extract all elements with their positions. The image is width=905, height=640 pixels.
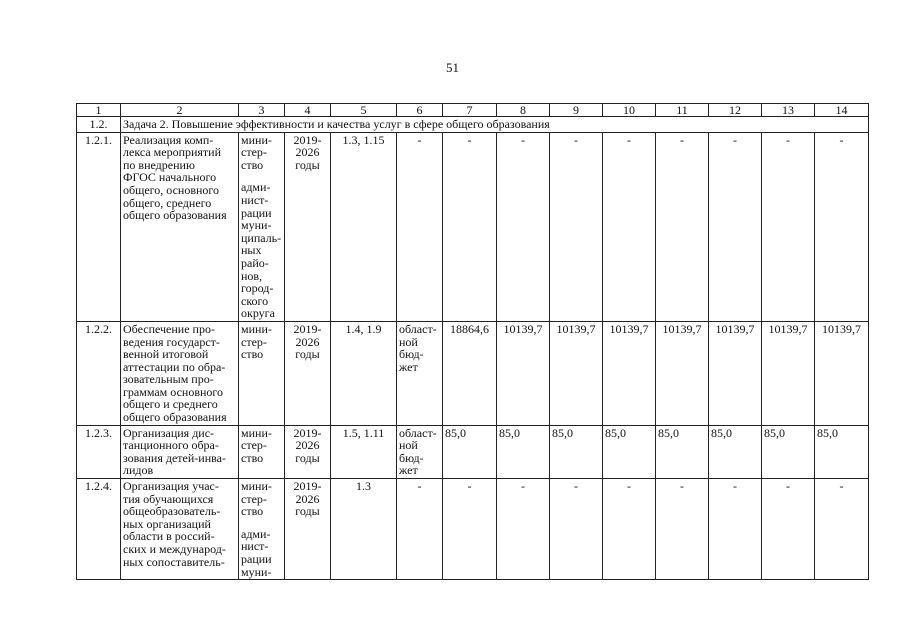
period: [285, 321, 331, 425]
measure-name-line: граммам основного: [123, 384, 224, 399]
column-number-header: 3: [239, 104, 285, 117]
measure-name-line: общего, основного: [123, 182, 220, 197]
measure-name-line: тия обучающихся: [123, 491, 214, 506]
funding-source-line: бюд-: [399, 347, 424, 362]
measure-name: [121, 479, 239, 580]
executor-line: ных: [241, 243, 262, 258]
funding-value: -: [815, 132, 869, 321]
indicators: 1.3, 1.15: [331, 132, 397, 321]
period: [285, 479, 331, 580]
funding-source-line: ной: [399, 334, 418, 349]
period-line: 2019-: [293, 321, 322, 336]
period-line: 2026: [295, 438, 320, 453]
indicators: 1.5, 1.11: [331, 425, 397, 478]
measure-name-line: Реализация комп-: [123, 132, 214, 147]
table-row: [77, 321, 869, 425]
period: [285, 132, 331, 321]
indicators: 1.3: [331, 479, 397, 580]
executor-line: муни-: [241, 564, 272, 579]
measure-name-line: ведения государст-: [123, 334, 220, 349]
period-line: 2026: [295, 491, 320, 506]
executor-line: ство: [241, 347, 264, 362]
measure-name-line: общего и среднего: [123, 397, 218, 412]
column-number-header: 10: [603, 104, 656, 117]
period-line: годы: [295, 504, 320, 519]
period-line: 2026: [295, 145, 320, 160]
funding-value: 10139,7: [762, 321, 815, 425]
task-row: [77, 117, 869, 133]
funding-value: 10139,7: [497, 321, 550, 425]
column-number-header: 14: [815, 104, 869, 117]
funding-value: 85,0: [550, 425, 603, 478]
row-number: 1.2.4.: [77, 479, 121, 580]
period-line: годы: [295, 347, 320, 362]
funding-value: 85,0: [497, 425, 550, 478]
measure-name-line: области в россий-: [123, 529, 215, 544]
funding-value: -: [762, 132, 815, 321]
executor: [239, 132, 285, 321]
funding-source-line: бюд-: [399, 450, 424, 465]
column-number-header: 4: [285, 104, 331, 117]
executor-line: стер-: [241, 438, 267, 453]
funding-source-line: жет: [399, 463, 418, 478]
funding-value: -: [443, 479, 497, 580]
measure-name-line: общеобразователь-: [123, 504, 221, 519]
funding-value: -: [497, 132, 550, 321]
executor-line: адми-: [241, 526, 271, 541]
period-line: 2019-: [293, 479, 322, 494]
measure-name-line: зовательным про-: [123, 372, 214, 387]
page-number: 51: [446, 60, 459, 75]
funding-value: -: [550, 132, 603, 321]
measure-name-line: зования детей-инва-: [123, 450, 226, 465]
measure-name-line: ных сопоставитель-: [123, 554, 225, 569]
executor-line: райо-: [241, 255, 269, 270]
funding-value: -: [709, 479, 762, 580]
measure-name-line: ских и международ-: [123, 542, 226, 556]
funding-value: 85,0: [762, 425, 815, 478]
column-number-header: 6: [397, 104, 443, 117]
executor-line: адми-: [241, 180, 271, 195]
executor: [239, 321, 285, 425]
funding-value: 10139,7: [550, 321, 603, 425]
measure-name: [121, 132, 239, 321]
executor-line: стер-: [241, 491, 267, 506]
executor-line: округа: [241, 306, 275, 321]
funding-value: -: [497, 479, 550, 580]
funding-source-line: -: [417, 132, 422, 147]
funding-value: -: [815, 479, 869, 580]
measure-name-line: лекса мероприятий: [123, 145, 222, 160]
period-line: годы: [295, 157, 320, 172]
measure-name-line: лидов: [123, 463, 154, 478]
executor: [239, 425, 285, 478]
funding-value: -: [656, 132, 709, 321]
measure-name-line: аттестации по обра-: [123, 359, 226, 374]
funding-value: 10139,7: [603, 321, 656, 425]
funding-value: -: [762, 479, 815, 580]
measure-name-line: Организация дис-: [123, 425, 215, 440]
funding-value: 10139,7: [709, 321, 762, 425]
funding-value: -: [550, 479, 603, 580]
funding-source-line: област-: [399, 425, 437, 440]
period-line: годы: [295, 450, 320, 465]
executor-line: ципаль-: [241, 230, 282, 245]
executor-line: стер-: [241, 145, 267, 160]
column-number-header: 13: [762, 104, 815, 117]
executor-line: стер-: [241, 334, 267, 349]
column-number-header: 9: [550, 104, 603, 117]
measure-name-line: венной итоговой: [123, 347, 209, 362]
measure-name-line: по внедрению: [123, 157, 195, 172]
table-row: [77, 425, 869, 478]
funding-source-line: област-: [399, 321, 437, 336]
executor-line: нов,: [241, 268, 263, 283]
funding-source: [397, 425, 443, 478]
funding-value: -: [603, 132, 656, 321]
funding-value: 18864,6: [443, 321, 497, 425]
measure-name-line: танционного обра-: [123, 438, 219, 453]
executor-line: город-: [241, 281, 274, 296]
funding-value: 85,0: [603, 425, 656, 478]
funding-value: -: [603, 479, 656, 580]
column-number-header: 8: [497, 104, 550, 117]
funding-value: 85,0: [709, 425, 762, 478]
row-number: 1.2.1.: [77, 132, 121, 321]
measure-name-line: общего образования: [123, 410, 227, 425]
measure-name-line: общего, среднего: [123, 195, 212, 210]
period-line: 2019-: [293, 425, 322, 440]
measure-name-line: ных организаций: [123, 516, 211, 531]
measure-name: [121, 321, 239, 425]
funding-value: -: [443, 132, 497, 321]
executor-line: рации: [241, 552, 272, 566]
executor-line: ство: [241, 157, 264, 172]
task-number: 1.2.: [77, 117, 121, 133]
column-number-header: 5: [331, 104, 397, 117]
measure-name-line: общего образования: [123, 208, 227, 223]
executor-line: мини-: [241, 321, 272, 336]
period-line: 2026: [295, 334, 320, 349]
task-title: Задача 2. Повышение эффективности и качества услуг в сфере общего образования: [121, 117, 869, 133]
column-number-header: 12: [709, 104, 762, 117]
funding-value: -: [656, 479, 709, 580]
funding-source-line: жет: [399, 359, 418, 374]
executor-line: рации: [241, 205, 272, 220]
executor: [239, 479, 285, 580]
measure-name-line: ФГОС начального: [123, 170, 217, 185]
executor-line: нист-: [241, 192, 269, 207]
executor-line: мини-: [241, 425, 272, 440]
measure-name-line: Организация учас-: [123, 479, 219, 494]
period-line: 2019-: [293, 132, 322, 147]
executor-line: нист-: [241, 539, 269, 554]
funding-value: 85,0: [815, 425, 869, 478]
measure-name-line: Обеспечение про-: [123, 321, 215, 336]
funding-value: 10139,7: [656, 321, 709, 425]
program-table: [76, 103, 869, 580]
funding-source: [397, 321, 443, 425]
funding-source: [397, 479, 443, 580]
executor-line: муни-: [241, 218, 272, 233]
row-number: 1.2.2.: [77, 321, 121, 425]
funding-source-line: -: [417, 479, 422, 494]
row-number: 1.2.3.: [77, 425, 121, 478]
funding-source-line: ной: [399, 438, 418, 453]
measure-name: [121, 425, 239, 478]
period: [285, 425, 331, 478]
executor-line: мини-: [241, 132, 272, 147]
indicators: 1.4, 1.9: [331, 321, 397, 425]
funding-value: 85,0: [443, 425, 497, 478]
funding-value: 85,0: [656, 425, 709, 478]
executor-line: ство: [241, 504, 264, 519]
header-row: [77, 104, 869, 117]
executor-line: мини-: [241, 479, 272, 494]
funding-source: [397, 132, 443, 321]
funding-value: -: [709, 132, 762, 321]
executor-line: ского: [241, 293, 269, 308]
table-row: [77, 479, 869, 580]
column-number-header: 2: [121, 104, 239, 117]
column-number-header: 7: [443, 104, 497, 117]
funding-value: 10139,7: [815, 321, 869, 425]
table-row: [77, 132, 869, 321]
column-number-header: 11: [656, 104, 709, 117]
executor-line: ство: [241, 450, 264, 465]
column-number-header: 1: [77, 104, 121, 117]
